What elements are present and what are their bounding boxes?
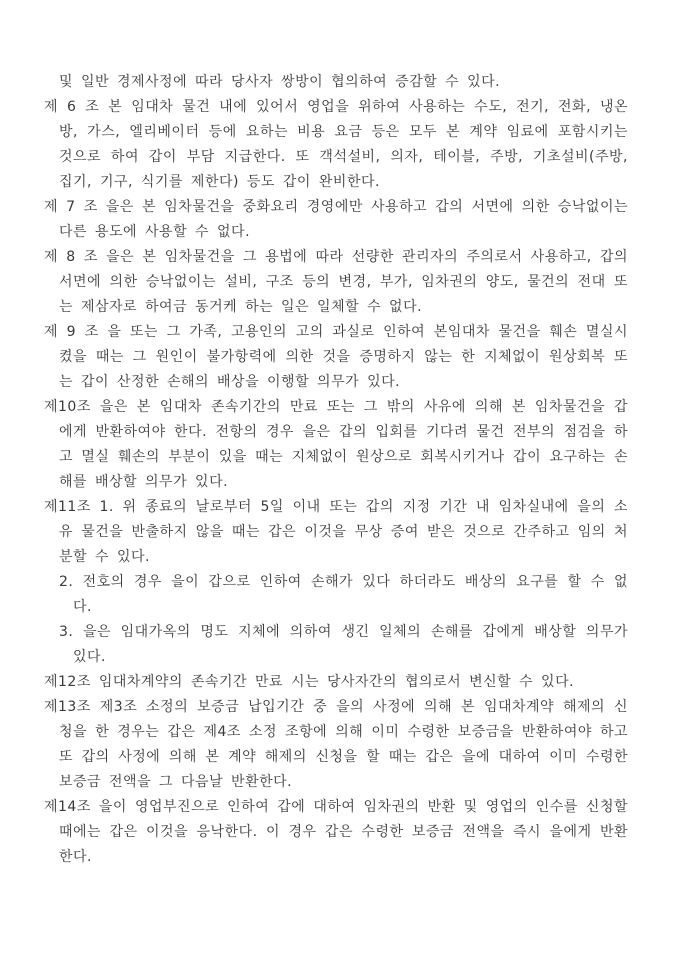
article-11-item-2: 2. 전호의 경우 을이 갑으로 인하여 손해가 있다 하더라도 배상의 요구를 할 수 없다. [59,574,628,615]
article-11-item-3: 3. 을은 임대가옥의 명도 지체에 의하여 생긴 일체의 손해를 갑에게 배상할 의무가 있다. [59,624,628,665]
contract-text-block [44,70,628,870]
article-6: 제 6 조 본 임대차 물건 내에 있어서 영업을 위하여 사용하는 수도, 전기, 전화, 냉온방, 가스, 엘리베이터 등에 요하는 비용 요금 등은 모두 본 계약 임료에 포함시키는 것으로 하여 갑이 부담 지급한다. 또 객석설비, 의자, 테이블, 주방, 기초설비(주방, 집기, 기구, 식기를 제한다) 등도 갑이 완비한다. [44,99,628,190]
article-12: 제12조 임대차계약의 존속기간 만료 시는 당사자간의 협의로서 변신할 수 있다. [44,674,575,690]
article-7: 제 7 조 을은 본 임차물건을 중화요리 경영에만 사용하고 갑의 서면에 의한 승낙없이는 다른 용도에 사용할 수 없다. [44,199,628,240]
clause-continuation: 및 일반 경제사정에 따라 당사자 쌍방이 협의하여 증감할 수 있다. [59,74,501,90]
article-9: 제 9 조 을 또는 그 가족, 고용인의 고의 과실로 인하여 본임대차 물건을 훼손 멸실시켰을 때는 그 원인이 불가항력에 의한 것을 증명하지 않는 한 지체없이 원상회복 또는 갑이 산정한 손해의 배상을 이행할 의무가 있다. [44,324,628,390]
article-8: 제 8 조 을은 본 임차물건을 그 용법에 따라 선량한 관리자의 주의로서 사용하고, 갑의 서면에 의한 승낙없이는 설비, 구조 등의 변경, 부가, 임차권의 양도, 물건의 전대 또는 제삼자로 하여금 동거케 하는 일은 일체할 수 없다. [44,249,628,315]
article-10: 제10조 을은 본 임대차 존속기간의 만료 또는 그 밖의 사유에 의해 본 임차물건을 갑에게 반환하여야 한다. 전항의 경우 을은 갑의 입회를 기다려 물건 전부의 점검을 하고 멸실 훼손의 부분이 있을 때는 지체없이 원상으로 회복시키거나 갑이 요구하는 손해를 배상할 의무가 있다. [44,399,628,490]
article-14: 제14조 을이 영업부진으로 인하여 갑에 대하여 임차권의 반환 및 영업의 인수를 신청할 때에는 갑은 이것을 응낙한다. 이 경우 갑은 수령한 보증금 전액을 즉시 을에게 반환한다. [44,799,628,865]
article-11-item-1: 제11조 1. 위 종료의 날로부터 5일 이내 또는 갑의 지정 기간 내 임차실내에 을의 소유 물건을 반출하지 않을 때는 갑은 이것을 무상 증여 받은 것으로 간주하고 임의 처분할 수 있다. [44,499,628,565]
article-13: 제13조 제3조 소정의 보증금 납입기간 중 을의 사정에 의해 본 임대차계약 해제의 신청을 한 경우는 갑은 제4조 소정 조항에 의해 이미 수령한 보증금을 반환하여야 하고 또 갑의 사정에 의해 본 계약 해제의 신청을 할 때는 갑은 을에 대하여 이미 수령한 보증금 전액을 그 다음날 반환한다. [44,699,628,790]
